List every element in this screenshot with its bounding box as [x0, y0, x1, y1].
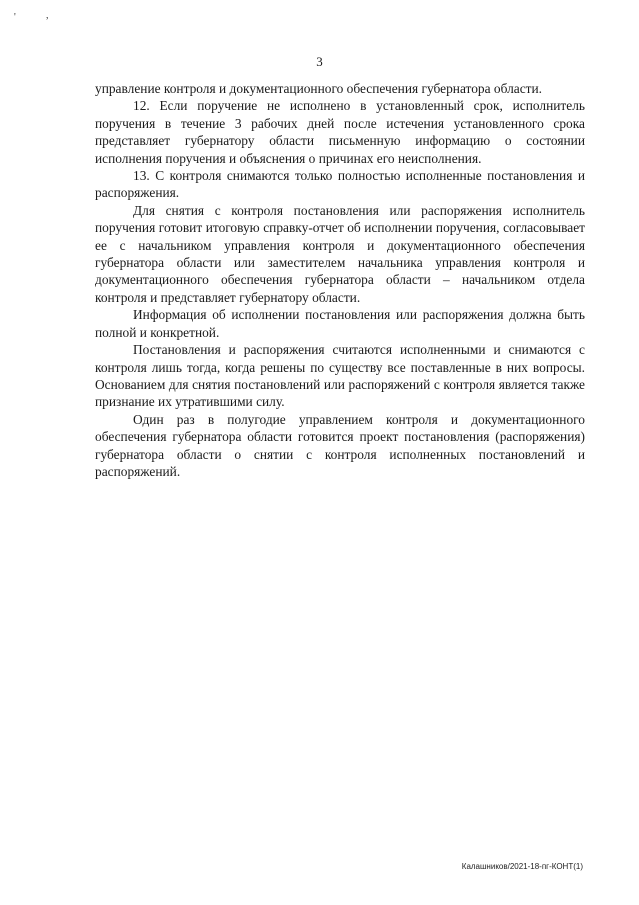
document-reference-code: Калашников/2021-18-пг-КОНТ(1) [461, 862, 583, 871]
page-number: 3 [316, 54, 323, 69]
scan-mark: ' [14, 12, 16, 23]
paragraph-item-13: 13. С контроля снимаются только полностью исполненные постановления и распоряжения. [95, 168, 585, 201]
scan-mark: , [46, 10, 49, 21]
paragraph: Постановления и распоряжения считаются исполненными и снимаются с контроля лишь тогда, когда решены по существу все поставленные в них вопросы. Основанием для снятия постановлений или распоряжений с контроля является также признание их утратившими силу. [95, 342, 585, 410]
paragraph: Один раз в полугодие управлением контроля и документационного обеспечения губернатора области готовится проект постановления (распоряжения) губернатора области о снятии с контроля исполненных постановлений и распоряжений. [95, 411, 585, 479]
paragraph: управление контроля и документационного обеспечения губернатора области. [95, 81, 543, 96]
paragraph-item-12: 12. Если поручение не исполнено в установленный срок, исполнитель поручения в течение 3 рабочих дней после истечения установленного срока представляет губернатору области письменную информацию о состоянии исполнения поручения и объяснения о причинах его неисполнения. [95, 98, 585, 166]
paragraph: Для снятия с контроля постановления или распоряжения исполнитель поручения готовит итоговую справку-отчет об исполнении поручения, согласовывает ее с начальником управления контроля и документационного обеспечения губернатора области или заместителем начальника управления контроля и документационного обеспечения губернатора области – начальником отдела контроля и представляет губернатору области. [95, 202, 585, 305]
paragraph: Информация об исполнении постановления или распоряжения должна быть полной и конкретной. [95, 307, 585, 340]
document-body [95, 80, 585, 480]
